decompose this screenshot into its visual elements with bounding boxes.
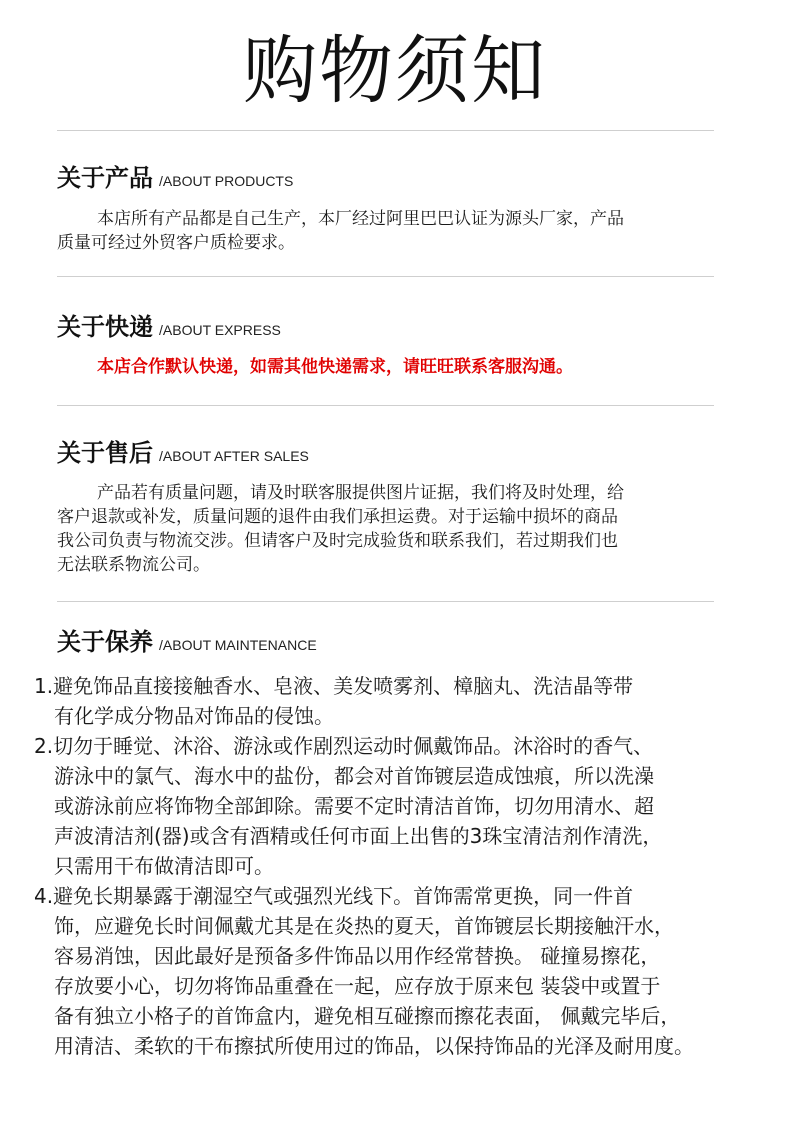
list-item-line: 游泳中的氯气、海水中的盐份，都会对首饰镀层造成蚀痕，所以洗澡 [54,764,654,788]
section-subtitle: /ABOUT PRODUCTS [159,173,294,189]
products-text [57,207,717,255]
divider [57,405,714,406]
text-line: 产品若有质量问题，请及时联客服提供图片证据，我们将及时处理，给 [97,483,624,503]
section-title: 关于快递 [57,313,153,341]
section-title: 关于售后 [57,439,153,467]
section-heading-after-sales [57,433,309,468]
section-subtitle: /ABOUT EXPRESS [159,322,281,338]
section-subtitle: /ABOUT MAINTENANCE [159,637,317,653]
divider [57,276,714,277]
express-text [57,355,717,379]
text-line: 质量可经过外贸客户质检要求。 [57,233,295,253]
divider [57,130,714,131]
page-title: 购物须知 [243,28,547,114]
list-item-line: 或游泳前应将饰物全部卸除。需要不定时清洁首饰，切勿用清水、超 [54,794,654,818]
section-heading-maintenance [57,622,317,657]
section-title: 关于产品 [57,164,153,192]
section-heading-products [57,158,293,193]
list-item-line: 容易消蚀，因此最好是预备多件饰品以用作经常替换。 碰撞易擦花， [54,944,661,968]
list-item-line: 用清洁、柔软的干布擦拭所使用过的饰品，以保持饰品的光泽及耐用度。 [54,1034,694,1058]
list-item-line: 4.避免长期暴露于潮湿空气或强烈光线下。首饰需常更换，同一件首 [34,884,634,908]
list-item-line: 1.避免饰品直接接触香水、皂液、美发喷雾剂、樟脑丸、洗洁晶等带 [34,674,634,698]
maintenance-list [34,671,774,1061]
list-item-line: 备有独立小格子的首饰盒内，避免相互碰擦而擦花表面， 佩戴完毕后， [54,1004,681,1028]
list-item-line: 只需用干布做清洁即可。 [54,854,274,878]
section-title: 关于保养 [57,628,153,656]
list-item-line: 2.切勿于睡觉、沐浴、游泳或作剧烈运动时佩戴饰品。沐浴时的香气、 [34,734,654,758]
section-subtitle: /ABOUT AFTER SALES [159,448,309,464]
list-item-line: 存放要小心，切勿将饰品重叠在一起，应存放于原来包 装袋中或置于 [54,974,661,998]
text-line: 本店所有产品都是自己生产，本厂经过阿里巴巴认证为源头厂家，产品 [97,209,624,229]
text-line: 客户退款或补发，质量问题的退件由我们承担运费。对于运输中损坏的商品 [57,507,618,527]
text-line: 无法联系物流公司。 [57,555,210,575]
list-item-line: 有化学成分物品对饰品的侵蚀。 [54,704,334,728]
express-notice: 本店合作默认快递，如需其他快递需求，请旺旺联系客服沟通。 [97,357,573,377]
text-line: 我公司负责与物流交涉。但请客户及时完成验货和联系我们，若过期我们也 [57,531,618,551]
list-item-line: 饰，应避免长时间佩戴尤其是在炎热的夏天，首饰镀层长期接触汗水， [54,914,674,938]
list-item-line: 声波清洁剂(器)或含有酒精或任何市面上出售的3珠宝清洁剂作清洗， [54,824,663,848]
divider [57,601,714,602]
after-sales-text [57,481,717,577]
section-heading-express [57,307,281,342]
